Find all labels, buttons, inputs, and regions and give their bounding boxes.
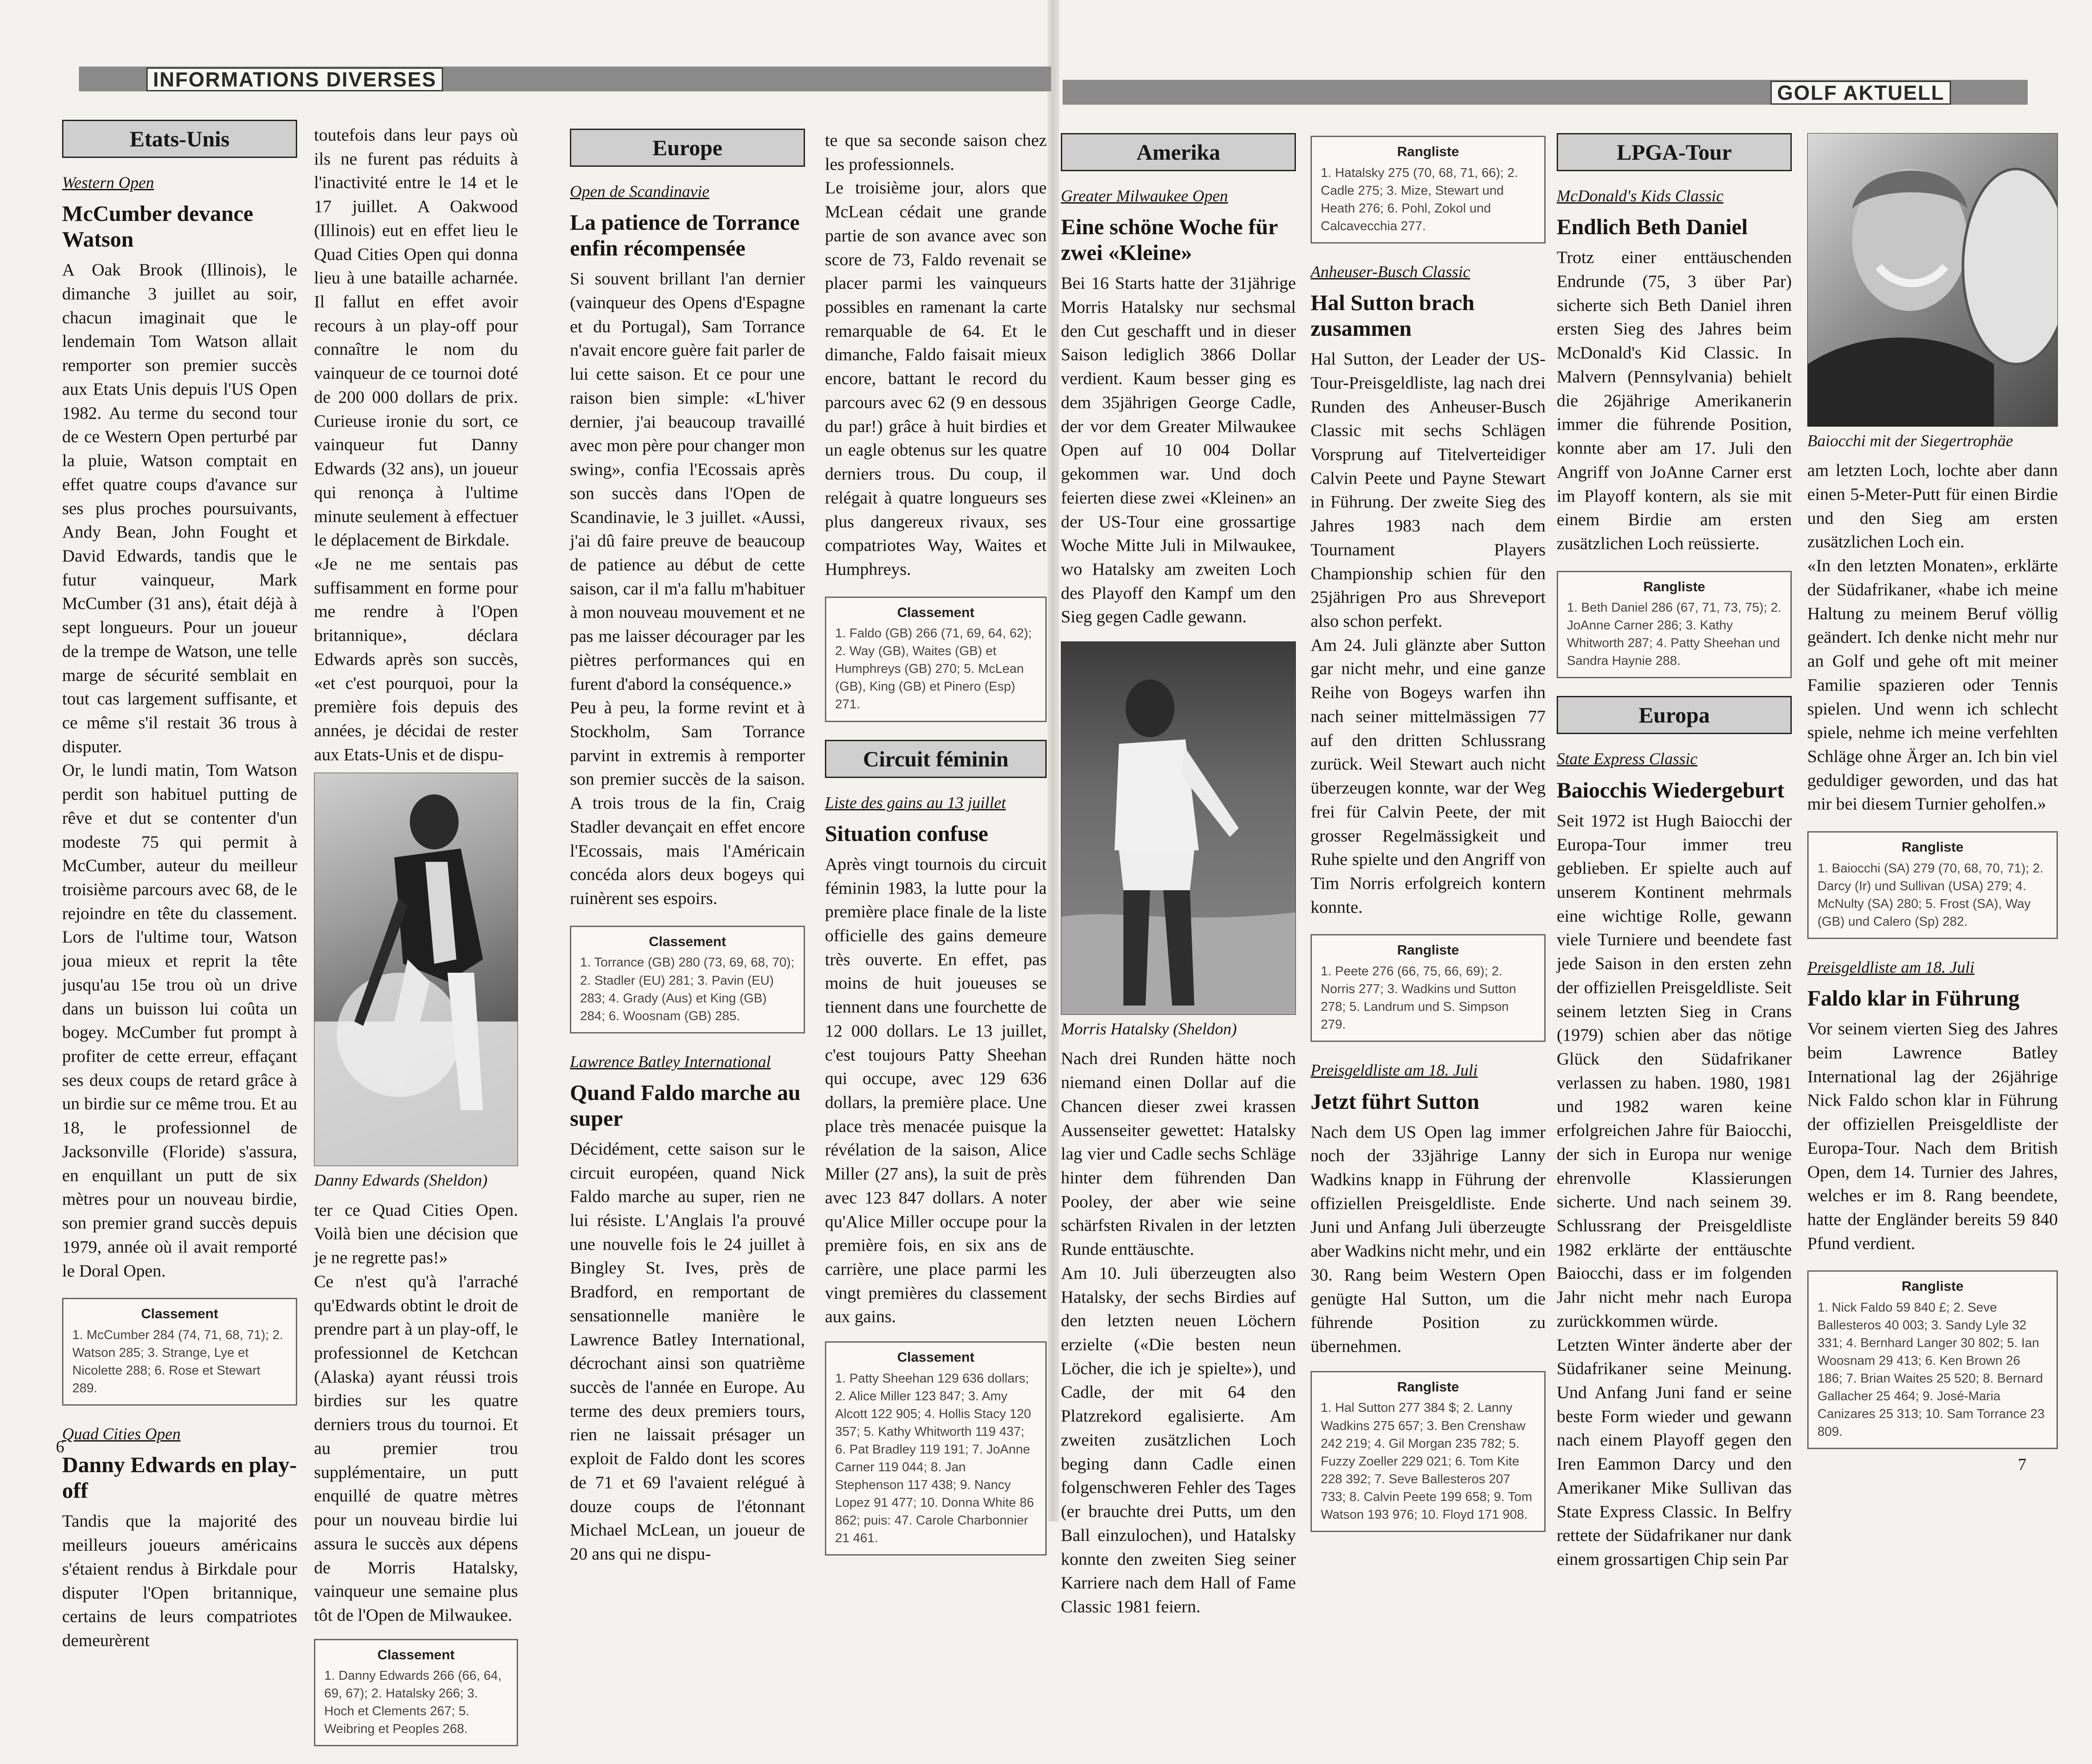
column-lpga-europa xyxy=(1557,133,1792,1571)
photo-baiocchi-trophy xyxy=(1807,133,2058,427)
results-box xyxy=(1311,136,1546,244)
rubric: Quad Cities Open xyxy=(62,1425,181,1444)
portrait-with-trophy xyxy=(1808,134,2057,426)
headline: McCumber devance Watson xyxy=(62,201,253,252)
article-paragraph: Nach dem US Open lag immer noch der 33jährige Lanny Wadkins knapp in Führung der offiziellen Preisgeldliste. Ende Juni und Anfang Juli überzeugte aber Wadkins nicht mehr, und ein 30. Rang beim Western Open genügte Hal Sutton, um die führende Position zu übernehmen. xyxy=(1311,1122,1546,1356)
results-title: Rangliste xyxy=(1901,839,1964,855)
results-text: 1. Nick Faldo 59 840 £; 2. Seve Ballesteros 40 003; 3. Sandy Lyle 32 331; 4. Bernhard Langer 30 802; 5. Ian Woosnam 29 413; 6. Ken Brown 26 186; 7. Brian Waites 25 520; 8. Bernard Gallacher 25 464; 9. José-Maria Canizares 25 313; 10. Sam Torrance 23 809. xyxy=(1817,1300,2045,1439)
article-paragraph: ter ce Quad Cities Open. Voilà bien une décision que je ne regrette pas!» xyxy=(314,1200,518,1268)
results-text: 1. Hatalsky 275 (70, 68, 71, 66); 2. Cadle 275; 3. Mize, Stewart und Heath 276; 6. Pohl, Zokol und Calcavecchia 277. xyxy=(1321,165,1518,233)
results-box xyxy=(1807,831,2058,939)
article-paragraph: Or, le lundi matin, Tom Watson perdit son habituel putting de rêve et dut se contenter d'un modeste 75 qui permit à McCumber, auteur du meilleur troisième parcours avec 68, de le rejoindre en tête du classement. Lors de l'ultime tour, Watson joua mieux et reprit la tête jusqu'au 15e trou où un drive dans un buisson lui coûta un bogey. McCumber fut prompt à profiter de cette erreur, effaçant ses deux coups de retard grâce à un birdie sur ce même trou. Et au 18, le professionnel de Jacksonville (Floride) s'assura, en enquillant un putt de six mètres pour un nouveau birdie, son premier grand succès depuis 1979, année où il avait remporté le Doral Open. xyxy=(62,760,297,1281)
results-text: 1. Beth Daniel 286 (67, 71, 73, 75); 2. JoAnne Carner 286; 3. Kathy Whitworth 287; 4. Patty Sheehan und Sandra Haynie 288. xyxy=(1567,601,1782,668)
golfer-silhouette xyxy=(314,773,518,1166)
region-heading: LPGA-Tour xyxy=(1557,133,1792,171)
results-title: Classement xyxy=(141,1306,219,1322)
rubric: Anheuser-Busch Classic xyxy=(1311,263,1470,281)
results-title: Rangliste xyxy=(1397,1379,1459,1395)
results-text: 1. Peete 276 (66, 75, 66, 69); 2. Norris 277; 3. Wadkins und Sutton 278; 5. Landrum und S. Simpson 279. xyxy=(1321,964,1516,1032)
results-text: 1. Patty Sheehan 129 636 dollars; 2. Alice Miller 123 847; 3. Amy Alcott 122 905; 4. Hollis Stacy 120 357; 5. Kathy Whitworth 119 437; 6. Pat Bradley 119 191; 7. JoAnne Carner 119 044; 8. Jan Stephenson 117 438; 9. Nancy Lopez 91 477; 10. Donna White 86 862; puis: 47. Carole Charbonnier 21 461. xyxy=(835,1371,1034,1546)
headline: Eine schöne Woche für zwei «Kleine» xyxy=(1061,214,1278,265)
results-box xyxy=(825,1341,1047,1556)
results-text: 1. Faldo (GB) 266 (71, 69, 64, 62); 2. Way (GB), Waites (GB) et Humphreys (GB) 270; 5. McLean (GB), King (GB) et Pinero (Esp) 271. xyxy=(835,626,1032,712)
article-paragraph: Peu à peu, la forme revint et à Stockholm, Sam Torrance parvint in extremis à remporter son premier succès de la saison. A trois trous de la fin, Craig Stadler devançait en effet encore l'Ecossais, mais l'Américain concéda alors deux bogeys qui ruinèrent ses espoirs. xyxy=(570,698,805,908)
headline: Hal Sutton brach zusammen xyxy=(1311,290,1475,341)
results-title: Classement xyxy=(377,1646,455,1662)
results-text: 1. Torrance (GB) 280 (73, 69, 68, 70); 2. Stadler (EU) 281; 3. Pavin (EU) 283; 4. Grady (Aus) et King (GB) 284; 6. Woosnam (GB) 285. xyxy=(580,955,795,1023)
article-paragraph: Trotz einer enttäuschenden Endrunde (75, 3 über Par) sicherte sich Beth Daniel ihren ersten Sieg des Jahres beim McDonald's Kid Classic. In Malvern (Pennsylvania) behielt die 26jährige Amerikanerin immer die führende Position, konnte aber am 17. Juli den Angriff von JoAnne Carner erst im Playoff kontern, als sie mit einem Birdie am ersten zusätzlichen Loch reüssierte. xyxy=(1557,248,1792,553)
rubric: State Express Classic xyxy=(1557,750,1698,769)
results-box xyxy=(1311,1371,1546,1532)
article-paragraph: Ce n'est qu'à l'arraché qu'Edwards obtint le droit de prendre part à un play-off, le professionnel de Ketchcan (Alaska) ayant réussi trois birdies sur les quatre derniers trous du tournoi. Et au premier trou supplémentaire, un putt enquillé de quatre mètres pour un nouveau birdie lui assura le succès aux dépens de Morris Hatalsky, vainqueur une semaine plus tôt de l'Open de Milwaukee. xyxy=(314,1271,518,1625)
article-paragraph: Am 10. Juli überzeugten also Hatalsky, der sechs Birdies auf den letzten neuen Löchern erzielte («Die besten neun Löcher, die ich je spielte»), und Cadle, der mit 64 den Platzrekord egalisierte. Am zweiten zusätzlichen Loch beging dann Cadle einen folgenschweren Fehler des Tages (er brauchte drei Putts, um den Ball einzulochen), und Hatalsky konnte den zweiten Sieg seiner Karriere nach dem Hall of Fame Classic 1981 feiern. xyxy=(1061,1263,1296,1616)
article-paragraph: Bei 16 Starts hatte der 31jährige Morris Hatalsky nur sechsmal den Cut geschafft und in dieser Saison lediglich 3866 Dollar verdient. Kaum besser ging es dem 35jährigen George Cadle, der vor dem Greater Milwaukee Open auf 10 004 Dollar gekommen war. Und doch feierten diese zwei «Kleinen» an der US-Tour eine grossartige Woche Mitte Juli in Milwaukee, wo Hatalsky am zweiten Loch des Playoff den Kampf um den Sieg gegen Cadle gewann. xyxy=(1061,273,1296,627)
column-amerika xyxy=(1061,133,1296,1619)
region-heading: Amerika xyxy=(1061,133,1296,171)
results-box xyxy=(314,1639,518,1747)
article-paragraph: Le troisième jour, alors que McLean cédait une grande partie de son avance avec son score de 73, Faldo revenait se placer parmi les vainqueurs possibles en ramenant la carte remarquable de 64. Et le dimanche, Faldo faisait mieux encore, battant le record du parcours avec 62 (9 en dessous du par!) grâce à huit birdies et un eagle obtenus sur les quatre derniers trous. Du coup, il relégait à quatre longueurs ses plus dangereux rivaux, ses compatriotes Way, Waites et Humphreys. xyxy=(825,178,1047,579)
headline: Endlich Beth Daniel xyxy=(1557,214,1748,240)
article-paragraph: Seit 1972 ist Hugh Baiocchi der Europa-Tour immer treu geblieben. Er spielte auch auf unserem Kontinent mehrmals eine wichtige Rolle, gewann viele Turniere und beendete fast jede Saison in den ersten zehn der offiziellen Preisgeldliste. Seit seinem letzten Sieg in Crans (1979) schien aber das nötige Glück den Südafrikaner verlassen zu haben. 1980, 1981 und 1982 waren keine erfolgreichen Jahre für Baiocchi, der sich in Europa nur wenige ehrenvolle Klassierungen sicherte. Und nach seinem 39. Schlussrang der Preisgeldliste 1982 erklärte der enttäuschte Baiocchi, dass er im folgenden Jahr nicht mehr nach Europa zurückkommen würde. xyxy=(1557,810,1792,1331)
left-page xyxy=(0,0,1051,1736)
results-box xyxy=(825,597,1047,722)
region-heading: Europe xyxy=(570,129,805,167)
results-text: 1. McCumber 284 (74, 71, 68, 71); 2. Watson 285; 3. Strange, Lye et Nicolette 288; 6. Rose et Stewart 289. xyxy=(72,1328,283,1396)
article-paragraph: Si souvent brillant l'an dernier (vainqueur des Opens d'Espagne et du Portugal), Sam Torrance n'avait encore guère fait parler de lui cette saison. Et ce pour une raison bien simple: «L'hiver dernier, j'ai beaucoup travaillé avec mon père pour changer mon swing», confia l'Ecossais après son succès dans l'Open de Scandinavie, le 3 juillet. «Aussi, j'ai dû faire preuve de beaucoup de patience au début de cette saison, car il m'a fallu m'habituer à mon nouveau mouvement et ne pas me laisser décourager par les piètres performances qui en furent d'abord la conséquence.» xyxy=(570,269,805,694)
golfer-silhouette xyxy=(1061,642,1295,1014)
results-title: Rangliste xyxy=(1397,144,1459,159)
results-text: 1. Baiocchi (SA) 279 (70, 68, 70, 71); 2. Darcy (Ir) und Sullivan (USA) 279; 4. McNulty (SA) 280; 5. Frost (SA), Way (GB) und Calero (Sp) 282. xyxy=(1817,861,2044,929)
headline: Danny Edwards en play-off xyxy=(62,1452,297,1503)
column-etats-unis xyxy=(62,120,297,1653)
page-number: 6 xyxy=(56,1438,64,1456)
rubric: McDonald's Kids Classic xyxy=(1557,187,1723,205)
column-quad-cities-continued xyxy=(314,123,518,1764)
rubric: Preisgeldliste am 18. Juli xyxy=(1311,1061,1478,1080)
page-number: 7 xyxy=(2018,1455,2026,1474)
column-faldo-continued xyxy=(825,129,1047,1573)
results-box xyxy=(1557,571,1792,679)
article-paragraph: Tandis que la majorité des meilleurs joueurs américains s'étaient rendus à Birkdale pour disputer l'Open britannique, certains de leurs compatriotes demeurèrent xyxy=(62,1511,297,1650)
article-paragraph: Décidément, cette saison sur le circuit européen, quand Nick Faldo marche au super, rien ne lui résiste. L'Anglais l'a prouvé une nouvelle fois le 24 juillet à Bingley St. Ives, près de Bradford, en remportant de sensationnelle manière le Lawrence Batley International, décrochant ainsi son quatrième succès de l'année en Europe. Au terme des deux premiers tours, rien ne laissait présager un exploit de Faldo dont les scores de 71 et 69 l'avaient relégué à douze coups de l'étonnant Michael McLean, un joueur de 20 ans qui ne dispu- xyxy=(570,1139,805,1564)
section-label: GOLF AKTUELL xyxy=(1770,81,1951,105)
results-box xyxy=(1311,934,1546,1042)
rubric: Western Open xyxy=(62,174,154,192)
photo-caption: Morris Hatalsky (Sheldon) xyxy=(1061,1020,1237,1039)
photo-danny-edwards xyxy=(314,773,518,1166)
article-paragraph: «Je ne me sentais pas suffisamment en forme pour me rendre à l'Open britannique», déclara Edwards après son succès, «et c'est pourquoi, pour la première fois depuis des années, je décidai de rester aux Etats-Unis et de dispu- xyxy=(314,554,518,764)
headline: La patience de Torrance enfin récompensée xyxy=(570,210,800,261)
region-heading: Etats-Unis xyxy=(62,120,297,158)
photo-caption: Baiocchi mit der Siegertrophäe xyxy=(1807,432,2014,450)
headline: Quand Faldo marche au super xyxy=(570,1080,801,1131)
results-title: Rangliste xyxy=(1901,1278,1964,1294)
article-paragraph: Hal Sutton, der Leader der US-Tour-Preisgeldliste, lag nach drei Runden des Anheuser-Busch Classic mit sechs Schlägen Vorsprung auf Titelverteidiger Calvin Peete und Payne Stewart in Führung. Der zweite Sieg des Jahres 1983 nach dem Tournament Players Championship schien für den 25jährigen Pro aus Shreveport also schon perfekt. xyxy=(1311,349,1546,631)
section-label: INFORMATIONS DIVERSES xyxy=(146,67,443,91)
region-heading: Circuit féminin xyxy=(825,740,1047,778)
results-title: Classement xyxy=(897,604,975,620)
right-page xyxy=(1056,0,2092,1616)
results-text: 1. Danny Edwards 266 (66, 64, 69, 67); 2. Hatalsky 266; 3. Hoch et Clements 267; 5. Weibring et Peoples 268. xyxy=(324,1669,502,1736)
headline: Faldo klar in Führung xyxy=(1807,986,2020,1011)
rubric: Greater Milwaukee Open xyxy=(1061,187,1228,205)
article-paragraph: A Oak Brook (Illinois), le dimanche 3 juillet au soir, chacun imaginait que le lendemain Tom Watson allait remporter son premier succès aux Etats Unis depuis l'US Open 1982. Au terme du second tour de ce Western Open perturbé par la pluie, Watson comptait en effet quatre coups d'avance sur ses plus proches poursuivants, Andy Bean, John Fought et David Edwards, tandis que le futur vainqueur, Mark McCumber (31 ans), était déjà à sept longueurs. Pour un joueur de la trempe de Watson, une telle marge de sécurité semblait en tout cas largement suffisante, et ce même s'il restait 36 trous à disputer. xyxy=(62,260,297,756)
headline: Jetzt führt Sutton xyxy=(1311,1088,1480,1114)
article-paragraph: Am 24. Juli glänzte aber Sutton gar nicht mehr, und eine ganze Reihe von Bogeys warfen ihn nach seiner mittelmässigen 77 auf den dritten Schlussrang zurück. Weil Stewart auch nicht überzeugen konnte, war der Weg frei für Calvin Peete, der mit grosser Regelmässigkeit und Ruhe spielte und den Angriff von Tim Norris erfolgreich kontern konnte. xyxy=(1311,635,1546,917)
rubric: Open de Scandinavie xyxy=(570,183,710,201)
article-paragraph: «In den letzten Monaten», erklärte der Südafrikaner, «habe ich meine Haltung zu meinem Beruf völlig geändert. Ich denke nicht mehr nur an Golf und gehe oft mit meiner Familie spazieren oder Tennis spielen. Und wenn ich schlecht spiele, nehme ich meine verfehlten Schläge ohne Ärger an. Ich bin viel geduldiger geworden, und das hat mir bei diesem Turnier geholfen.» xyxy=(1807,556,2058,814)
rubric: Lawrence Batley International xyxy=(570,1053,771,1071)
article-paragraph: Letzten Winter änderte aber der Südafrikaner seine Meinung. Und Anfang Juni fand er seine beste Form wieder und gewann nach einem Playoff gegen den Iren Eammon Darcy und den Amerikaner Mike Sullivan das State Express Classic. In Belfry rettete der Südafrikaner nur dank einem grossartigen Chip sein Par xyxy=(1557,1335,1792,1569)
article-paragraph: Après vingt tournois du circuit féminin 1983, la lutte pour la première place finale de la liste officielle des gains demeure très ouverte. En effet, pas moins de huit joueuses se tiennent dans une fourchette de 12 000 dollars. Le 13 juillet, c'est toujours Patty Sheehan qui occupe, avec 129 636 dollars, la première place. Une place très menacée puisque la révélation de la saison, Alice Miller (27 ans), la suit de près avec 123 847 dollars. A noter qu'Alice Miller occupe pour la première fois, en six ans de carrière, une place parmi les vingt premières du classement aux gains. xyxy=(825,854,1047,1327)
results-box xyxy=(570,926,805,1033)
article-paragraph: te que sa seconde saison chez les professionnels. xyxy=(825,130,1047,174)
results-text: 1. Hal Sutton 277 384 $; 2. Lanny Wadkins 275 657; 3. Ben Crenshaw 242 219; 4. Gil Morgan 235 782; 5. Fuzzy Zoeller 229 021; 6. Tom Kite 228 392; 7. Seve Ballesteros 207 733; 8. Calvin Peete 199 658; 9. Tom Watson 193 976; 10. Floyd 171 908. xyxy=(1321,1401,1532,1522)
results-box xyxy=(62,1298,297,1406)
column-europe xyxy=(570,129,805,1566)
results-title: Classement xyxy=(897,1349,975,1365)
rubric: Liste des gains au 13 juillet xyxy=(825,794,1006,812)
article-paragraph: toutefois dans leur pays où ils ne furent pas réduits à l'inactivité entre le 14 et le 17 juillet. A Oakwood (Illinois) eut en effet lieu le Quad Cities Open qui donna lieu à une bataille acharnée. Il fallut en effet avoir recours à un play-off pour connaître le nom du vainqueur de ce tournoi doté de 200 000 dollars de prix. Curieuse ironie du sort, ce vainqueur fut Danny Edwards (32 ans), un joueur qui renonça à l'ultime minute seulement à effectuer le déplacement de Birkdale. xyxy=(314,125,518,550)
article-paragraph: Vor seinem vierten Sieg des Jahres beim Lawrence Batley International lag der 26jährige Nick Faldo schon klar in Führung der offiziellen Preisgeldliste der Europa-Tour. Nach dem British Open, dem 14. Turnier des Jahres, welches er im 8. Rang beendete, hatte der Engländer bereits 59 840 Pfund verdient. xyxy=(1807,1019,2058,1253)
results-title: Rangliste xyxy=(1643,578,1705,594)
column-baiocchi-faldo xyxy=(1807,133,2058,1467)
article-paragraph: Nach drei Runden hätte noch niemand einen Dollar auf die Chancen dieser zwei krassen Aussenseiter gewettet: Hatalsky lag vier und Cadle sechs Schläge hinter dem führenden Dan Pooley, der aber wie seine schärfsten Rivalen in der letzten Runde enttäuschte. xyxy=(1061,1049,1296,1259)
headline: Situation confuse xyxy=(825,821,989,846)
photo-morris-hatalsky xyxy=(1061,641,1296,1015)
photo-caption: Danny Edwards (Sheldon) xyxy=(314,1171,488,1190)
headline: Baiocchis Wiedergeburt xyxy=(1557,777,1785,802)
results-title: Classement xyxy=(648,933,726,949)
column-us-tour xyxy=(1311,133,1546,1550)
results-title: Rangliste xyxy=(1397,942,1459,958)
results-box xyxy=(1807,1270,2058,1449)
rubric: Preisgeldliste am 18. Juli xyxy=(1807,958,1974,977)
article-paragraph: am letzten Loch, lochte aber dann einen 5-Meter-Putt für einen Birdie und den Sieg am ersten zusätzlichen Loch ein. xyxy=(1807,460,2058,552)
region-heading: Europa xyxy=(1557,696,1792,734)
